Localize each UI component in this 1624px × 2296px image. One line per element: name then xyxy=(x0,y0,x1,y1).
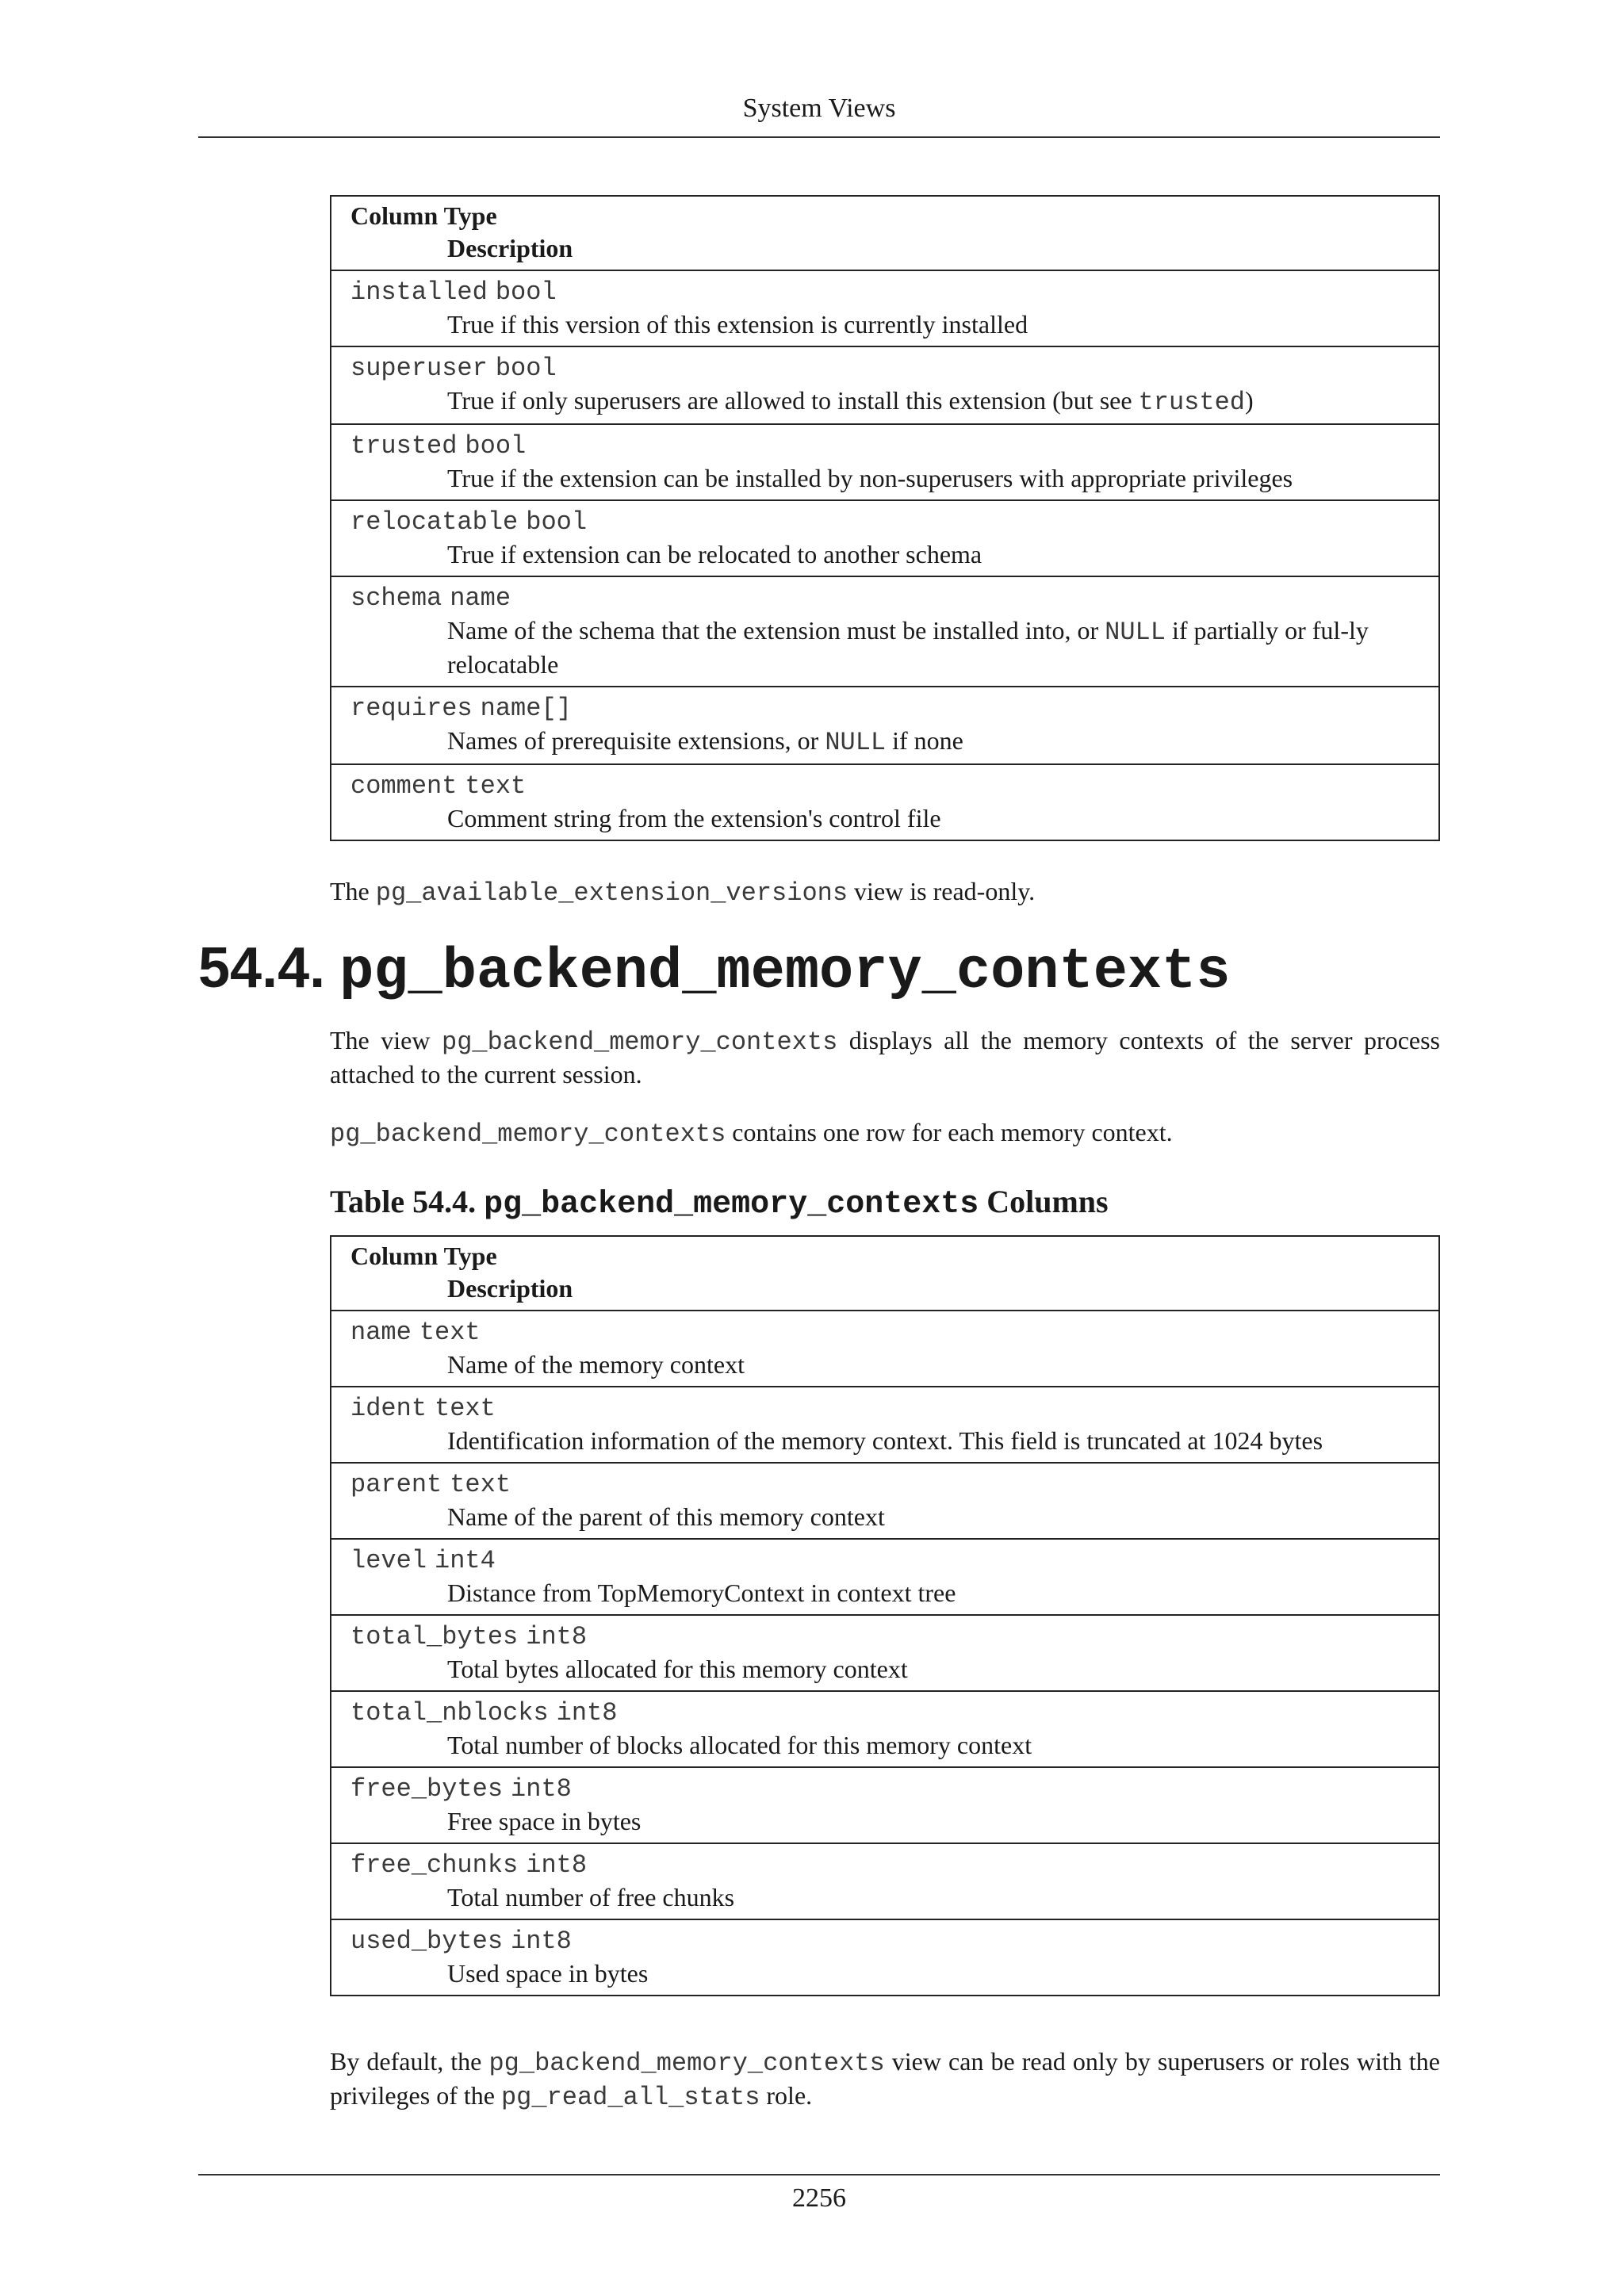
paragraph-text: contains one row for each memory context. xyxy=(726,1118,1173,1146)
table-row xyxy=(331,1691,1439,1767)
footer-divider xyxy=(198,2174,1440,2175)
column-type: bool xyxy=(465,431,527,461)
inline-code: pg_backend_memory_contexts xyxy=(488,2049,885,2078)
column-name: installed xyxy=(350,277,488,307)
inline-code: pg_available_extension_versions xyxy=(375,878,848,908)
inline-code: pg_backend_memory_contexts xyxy=(441,1027,838,1057)
column-name: comment xyxy=(350,771,458,801)
column-description: Name of the memory context xyxy=(447,1350,745,1379)
description-text: Name of the schema that the extension must be installed into, or xyxy=(447,616,1105,645)
description-text: if none xyxy=(886,726,963,755)
column-name: level xyxy=(350,1546,427,1575)
paragraph-text: By default, the xyxy=(330,2047,489,2076)
description-text: ) xyxy=(1244,386,1254,415)
inline-code: pg_read_all_stats xyxy=(500,2083,760,2112)
table-row xyxy=(331,346,1439,424)
section-title xyxy=(198,932,1231,1008)
description-heading: Description xyxy=(447,234,573,262)
column-description xyxy=(350,725,1419,759)
column-type: int4 xyxy=(435,1546,496,1575)
column-type-heading: Column Type xyxy=(350,201,497,230)
table-row xyxy=(331,764,1439,840)
column-name: schema xyxy=(350,584,442,613)
table-header-row xyxy=(331,196,1439,270)
table-row xyxy=(331,1767,1439,1843)
column-type: text xyxy=(450,1470,511,1499)
column-description: True if this version of this extension is currently installed xyxy=(447,310,1028,339)
column-description: True if the extension can be installed by non-superusers with appropriate privileges xyxy=(447,464,1293,492)
column-type: int8 xyxy=(511,1927,572,1956)
column-name: requires xyxy=(350,694,473,723)
column-name: parent xyxy=(350,1470,442,1499)
extension-versions-table xyxy=(330,195,1440,841)
inline-code: trusted xyxy=(1138,388,1245,417)
column-type: name[] xyxy=(480,694,572,723)
paragraph-text: view can be read only by superusers or roles with the privileges of the xyxy=(330,2047,1441,2110)
column-name: ident xyxy=(350,1394,427,1423)
inline-code: NULL xyxy=(1105,618,1166,647)
table-row xyxy=(331,1919,1439,1996)
column-name: superuser xyxy=(350,354,488,383)
column-type-heading: Column Type xyxy=(350,1242,497,1270)
column-description: Comment string from the extension's control file xyxy=(447,804,941,832)
table-row xyxy=(331,687,1439,764)
column-name: relocatable xyxy=(350,507,519,537)
read-only-note xyxy=(330,875,1440,909)
memory-contexts-table xyxy=(330,1235,1440,1996)
note-text: view is read-only. xyxy=(848,877,1036,905)
column-type: int8 xyxy=(556,1698,618,1728)
caption-code: pg_backend_memory_contexts xyxy=(484,1187,979,1223)
column-description: Total number of free chunks xyxy=(447,1883,735,1911)
table-row xyxy=(331,500,1439,576)
paragraph-text: role. xyxy=(760,2081,813,2110)
caption-label: Table 54.4. xyxy=(330,1184,485,1219)
table-row xyxy=(331,576,1439,687)
column-description: Total bytes allocated for this memory context xyxy=(447,1655,908,1683)
column-description: Distance from TopMemoryContext in context tree xyxy=(447,1578,956,1607)
description-text: True if only superusers are allowed to install this extension (but see xyxy=(447,386,1139,415)
section-number: 54.4. xyxy=(198,936,326,1000)
inline-code: pg_backend_memory_contexts xyxy=(330,1119,726,1149)
description-text: Names of prerequisite extensions, or xyxy=(447,726,825,755)
column-description: Total number of blocks allocated for this memory context xyxy=(447,1731,1032,1759)
table-header-row xyxy=(331,1236,1439,1311)
column-name: free_bytes xyxy=(350,1774,504,1804)
paragraph-text: The view xyxy=(330,1026,442,1054)
caption-suffix: Columns xyxy=(979,1184,1109,1219)
table-caption xyxy=(330,1181,1109,1226)
column-type: int8 xyxy=(511,1774,572,1804)
table-row xyxy=(331,1615,1439,1691)
column-description: Name of the parent of this memory context xyxy=(447,1502,885,1531)
table-row xyxy=(331,1843,1439,1919)
column-description: Free space in bytes xyxy=(447,1807,642,1835)
table-row xyxy=(331,270,1439,346)
column-description xyxy=(350,385,1419,419)
inline-code: NULL xyxy=(825,728,887,757)
table-row xyxy=(331,1387,1439,1463)
table-row xyxy=(331,1463,1439,1539)
column-type: text xyxy=(419,1318,481,1347)
column-name: total_nblocks xyxy=(350,1698,549,1728)
column-description: True if extension can be relocated to another schema xyxy=(447,540,982,568)
paragraph-text: displays all the memory contexts of the server process attached to the current session. xyxy=(330,1026,1441,1089)
running-header: System Views xyxy=(742,94,896,123)
column-description: Used space in bytes xyxy=(447,1959,649,1988)
page-number: 2256 xyxy=(792,2183,846,2213)
column-type: text xyxy=(435,1394,496,1423)
header-divider xyxy=(198,136,1440,138)
column-description xyxy=(350,614,1419,681)
description-heading: Description xyxy=(447,1274,573,1303)
column-type: bool xyxy=(526,507,588,537)
column-name: trusted xyxy=(350,431,458,461)
column-type: name xyxy=(450,584,511,613)
column-name: free_chunks xyxy=(350,1850,519,1880)
column-type: int8 xyxy=(526,1622,588,1651)
rows-paragraph xyxy=(330,1116,1440,1150)
intro-paragraph xyxy=(330,1024,1440,1091)
column-name: total_bytes xyxy=(350,1622,519,1651)
column-name: name xyxy=(350,1318,412,1347)
column-type: text xyxy=(465,771,527,801)
note-text: The xyxy=(330,877,376,905)
section-title-code: pg_backend_memory_contexts xyxy=(339,939,1231,1004)
description-text: if partially or ful-ly relocatable xyxy=(447,616,1369,679)
column-type: bool xyxy=(495,277,557,307)
column-name: used_bytes xyxy=(350,1927,504,1956)
table-row xyxy=(331,424,1439,500)
column-type: int8 xyxy=(526,1850,588,1880)
column-type: bool xyxy=(495,354,557,383)
table-row xyxy=(331,1539,1439,1615)
column-description: Identification information of the memory context. This field is truncated at 1024 bytes xyxy=(447,1426,1323,1455)
table-row xyxy=(331,1311,1439,1387)
privileges-paragraph xyxy=(330,2045,1440,2114)
